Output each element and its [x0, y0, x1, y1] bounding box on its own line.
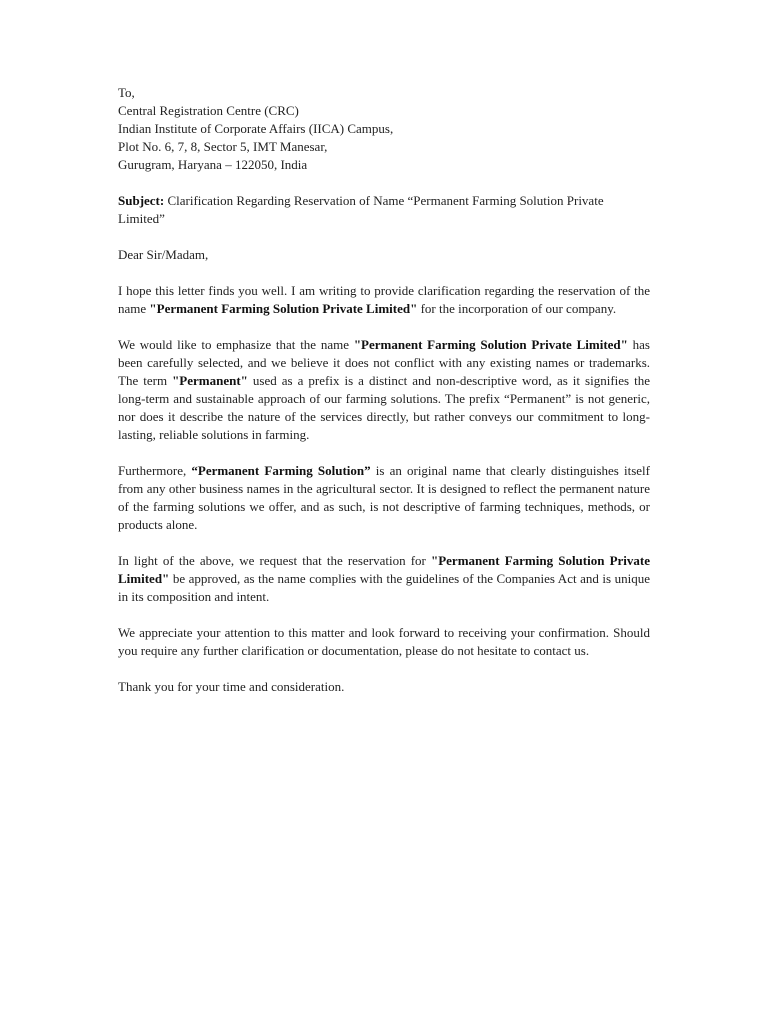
p1-company-name: "Permanent Farming Solution Private Limited": [149, 301, 418, 316]
subject-line: [118, 192, 650, 228]
subject-text: Clarification Regarding Reservation of Name “Permanent Farming Solution Private Limited”: [118, 193, 604, 226]
paragraph-2: [118, 336, 650, 444]
address-line-3: Plot No. 6, 7, 8, Sector 5, IMT Manesar,: [118, 139, 328, 154]
closing-line: Thank you for your time and consideration.: [118, 679, 345, 694]
p4-text-c: be approved, as the name complies with the guidelines of the Companies Act and is unique in its composition and intent.: [118, 571, 650, 604]
letter-page: [118, 84, 650, 714]
paragraph-1: [118, 282, 650, 318]
address-to: To,: [118, 85, 135, 100]
paragraph-4: [118, 552, 650, 606]
p1-text-a: I hope this letter finds you well. I am writing to provide clarification regarding the reservation of the name: [118, 283, 650, 316]
p4-company-name: "Permanent Farming Solution Private Limited": [118, 553, 650, 586]
paragraph-5: We appreciate your attention to this matter and look forward to receiving your confirmation. Should you require any further clarification or documentation, please do not hesitate to contact us.: [118, 625, 650, 658]
p3-short-name: “Permanent Farming Solution”: [191, 463, 371, 478]
subject-label: Subject:: [118, 193, 165, 208]
p4-text-a: In light of the above, we request that the reservation for: [118, 553, 431, 568]
p1-text-c: for the incorporation of our company.: [417, 301, 617, 316]
paragraph-3: [118, 462, 650, 534]
p2-text-e: used as a prefix is a distinct and non-descriptive word, as it signifies the long-term and sustainable approach of our farming solutions. The prefix “Permanent” is not generic, nor does it describe the nature of the services directly, but rather conveys our commitment to long-lasting, reliable solutions in farming.: [118, 373, 650, 442]
recipient-address: [118, 84, 650, 174]
p2-company-name: "Permanent Farming Solution Private Limited": [353, 337, 628, 352]
salutation: Dear Sir/Madam,: [118, 247, 209, 262]
p3-text-a: Furthermore,: [118, 463, 192, 478]
address-line-2: Indian Institute of Corporate Affairs (IICA) Campus,: [118, 121, 394, 136]
address-line-4: Gurugram, Haryana – 122050, India: [118, 157, 308, 172]
p2-term-permanent: "Permanent": [172, 373, 248, 388]
address-line-1: Central Registration Centre (CRC): [118, 103, 299, 118]
p3-text-c: is an original name that clearly distinguishes itself from any other business names in the agricultural sector. It is designed to reflect the permanent nature of the farming solutions we offer, and as such, is not descriptive of farming techniques, methods, or products alone.: [118, 463, 650, 532]
p2-text-a: We would like to emphasize that the name: [118, 337, 354, 352]
p2-text-c: has been carefully selected, and we believe it does not conflict with any existing names or trademarks. The term: [118, 337, 650, 388]
